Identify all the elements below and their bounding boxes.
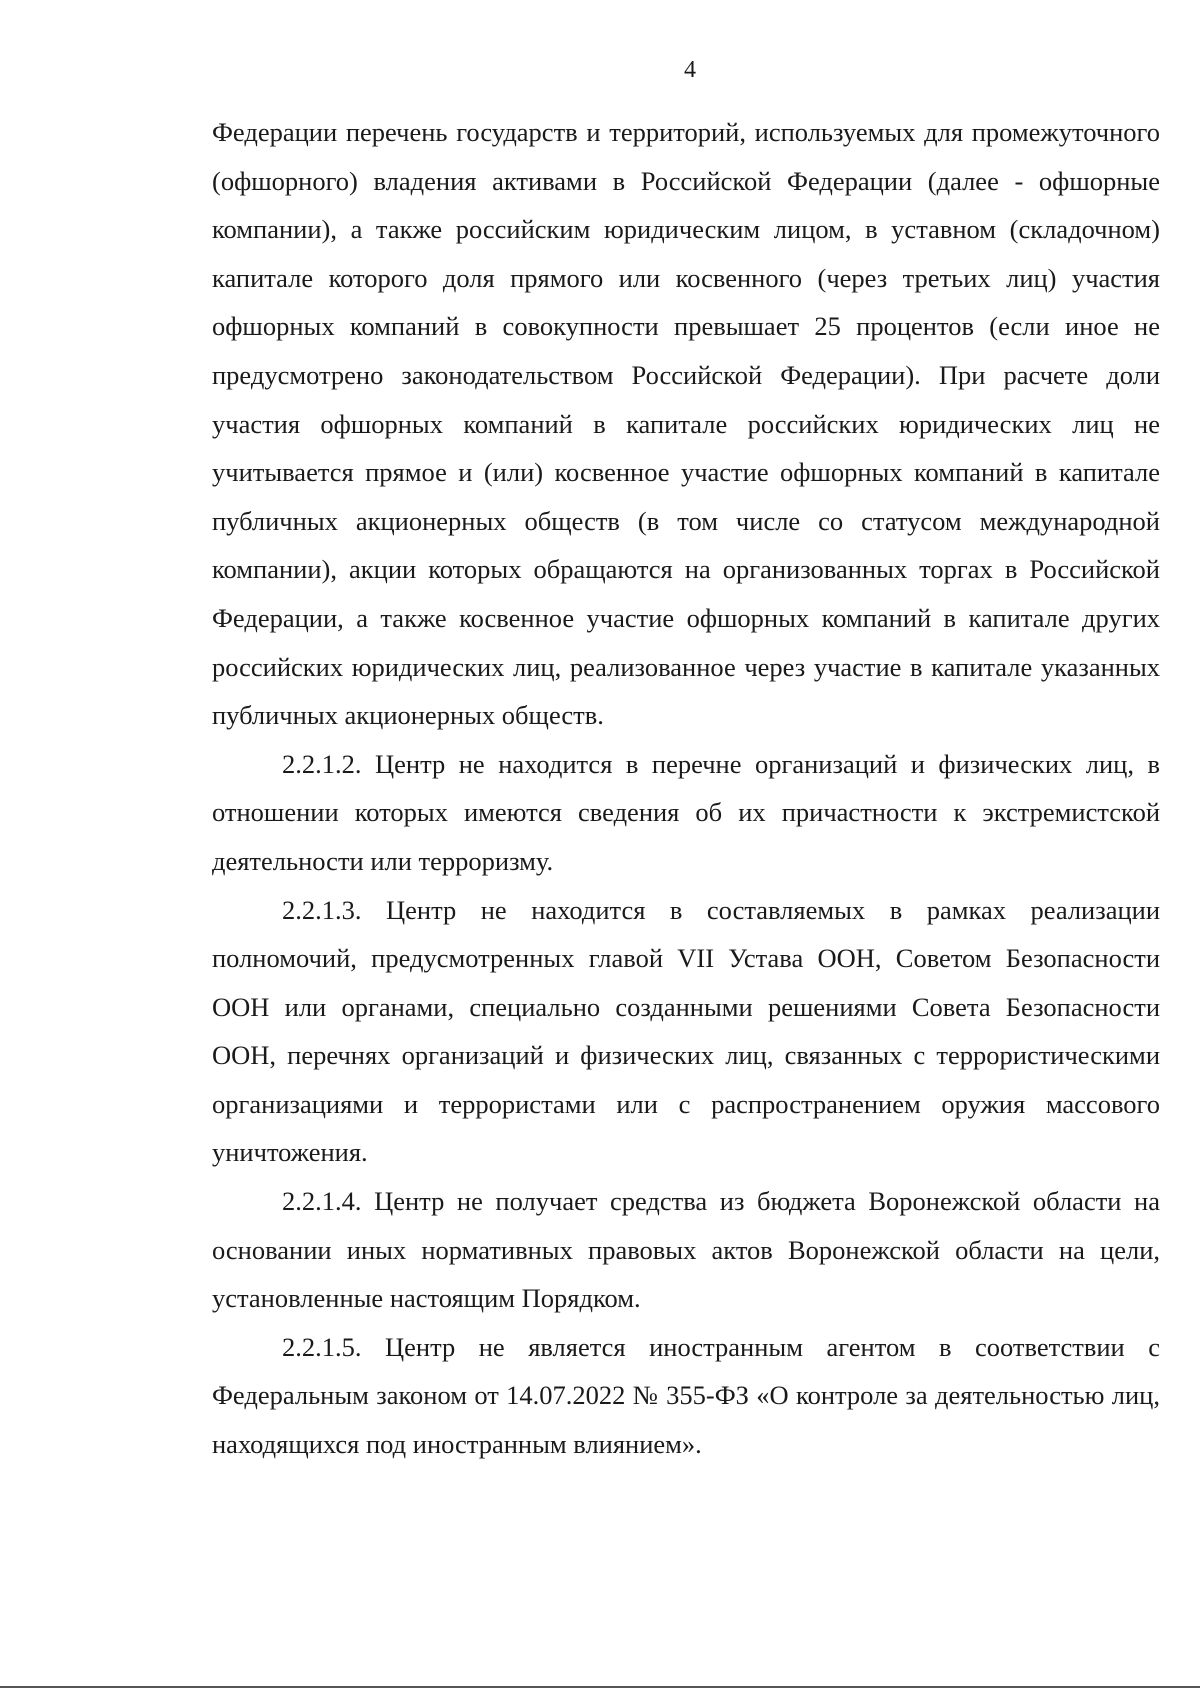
document-body bbox=[212, 108, 1160, 1469]
paragraph-2-2-1-5: 2.2.1.5. Центр не является иностранным агентом в соответствии с Федеральным законом от 14.07.2022 № 355-ФЗ «О контроле за деятельностью лиц, находящихся под иностранным влиянием». bbox=[212, 1331, 1160, 1460]
paragraph-2-2-1-3: 2.2.1.3. Центр не находится в составляемых в рамках реализации полномочий, предусмотренных главой VII Устава ООН, Советом Безопасности ООН или органами, специально созданными решениями Совета Безопасности ООН, перечнях организаций и физических лиц, связанных с террористическими организациями и террористами или с распространением оружия массового уничтожения. bbox=[212, 894, 1160, 1168]
scan-bottom-edge bbox=[0, 1686, 1200, 1688]
paragraph-2-2-1-4: 2.2.1.4. Центр не получает средства из бюджета Воронежской области на основании иных нормативных правовых актов Воронежской области на цели, установленные настоящим Порядком. bbox=[212, 1186, 1160, 1314]
page-number: 4 bbox=[684, 57, 696, 83]
paragraph-2-2-1-2: 2.2.1.2. Центр не находится в перечне организаций и физических лиц, в отношении которых имеются сведения об их причастности к экстремистской деятельности или терроризму. bbox=[212, 748, 1160, 876]
paragraph-continuation: Федерации перечень государств и территорий, используемых для промежуточного (офшорного) владения активами в Российской Федерации (далее - офшорные компании), а также российским юридическим лицом, в уставном (складочном) капитале которого доля прямого или косвенного (через третьих лиц) участия офшорных компаний в совокупности превышает 25 процентов (если иное не предусмотрено законодательством Российской Федерации). При расчете доли участия офшорных компаний в капитале российских юридических лиц не учитывается прямое и (или) косвенное участие офшорных компаний в капитале публичных акционерных обществ (в том числе со статусом международной компании), акции которых обращаются на организованных торгах в Российской Федерации, а также косвенное участие офшорных компаний в капитале других российских юридических лиц, реализованное через участие в капитале указанных публичных акционерных обществ. bbox=[212, 117, 1160, 731]
